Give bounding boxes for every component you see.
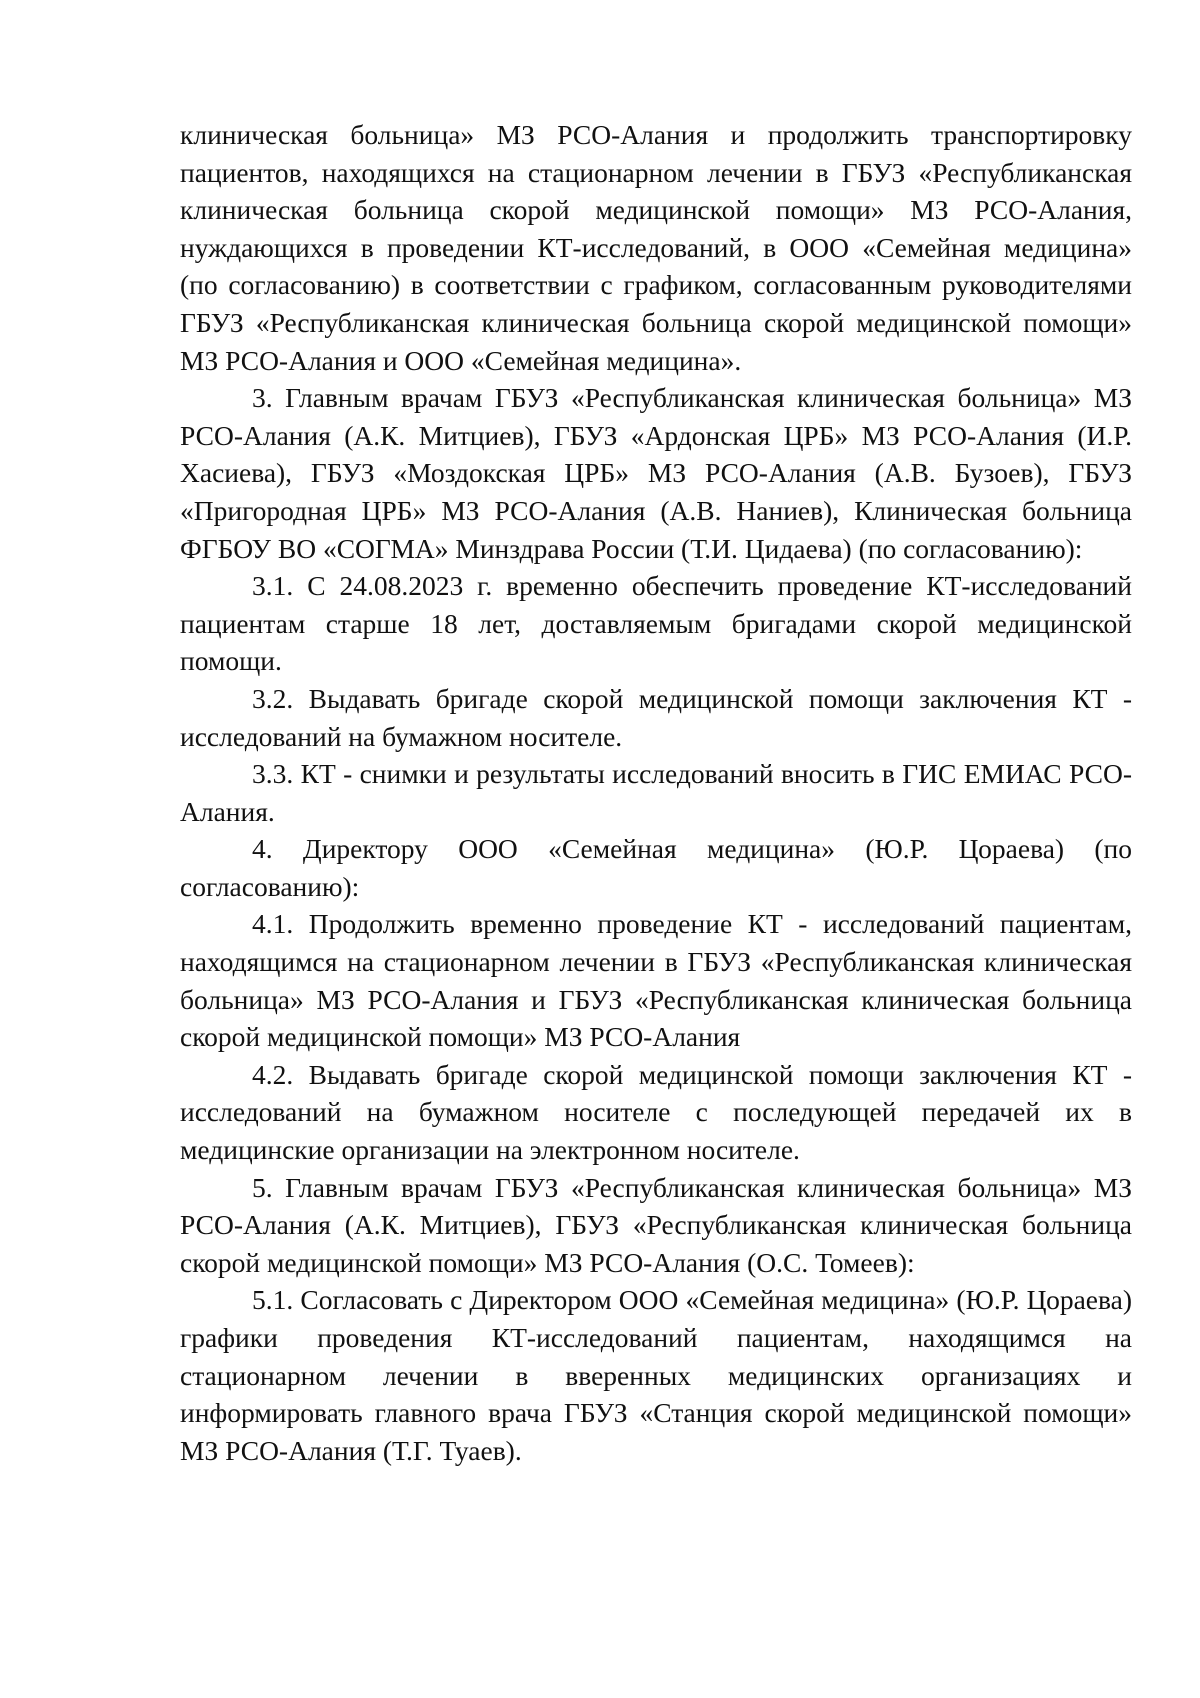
paragraph-item-3: 3. Главным врачам ГБУЗ «Республиканская клиническая больница» МЗ РСО-Алания (А.К. Митциев), ГБУЗ «Ардонская ЦРБ» МЗ РСО-Алания (И.Р. Хасиева), ГБУЗ «Моздокская ЦРБ» МЗ РСО-Алания (А.В. Бузоев), ГБУЗ «Пригородная ЦРБ» МЗ РСО-Алания (А.В. Наниев), Клиническая больница ФГБОУ ВО «СОГМА» Минздрава России (Т.И. Цидаева) (по согласованию): [180, 382, 1132, 564]
paragraph-item-4-1: 4.1. Продолжить временно проведение КТ - исследований пациентам, находящимся на стационарном лечении в ГБУЗ «Республиканская клиническая больница» МЗ РСО-Алания и ГБУЗ «Республиканская клиническая больница скорой медицинской помощи» МЗ РСО-Алания [180, 908, 1132, 1053]
document-body [180, 116, 1132, 1469]
paragraph-item-3-3: 3.3. КТ - снимки и результаты исследований вносить в ГИС ЕМИАС РСО-Алания. [180, 758, 1132, 827]
paragraph-item-5-1: 5.1. Согласовать с Директором ООО «Семейная медицина» (Ю.Р. Цораева) графики проведения КТ-исследований пациентам, находящимся на стационарном лечении в вверенных медицинских организациях и информировать главного врача ГБУЗ «Станция скорой медицинской помощи» МЗ РСО-Алания (Т.Г. Туаев). [180, 1284, 1132, 1466]
paragraph-continuation: клиническая больница» МЗ РСО-Алания и продолжить транспортировку пациентов, находящихся на стационарном лечении в ГБУЗ «Республиканская клиническая больница скорой медицинской помощи» МЗ РСО-Алания, нуждающихся в проведении КТ-исследований, в ООО «Семейная медицина» (по согласованию) в соответствии с графиком, согласованным руководителями ГБУЗ «Республиканская клиническая больница скорой медицинской помощи» МЗ РСО-Алания и ООО «Семейная медицина». [180, 119, 1132, 376]
paragraph-item-5: 5. Главным врачам ГБУЗ «Республиканская клиническая больница» МЗ РСО-Алания (А.К. Митциев), ГБУЗ «Республиканская клиническая больница скорой медицинской помощи» МЗ РСО-Алания (О.С. Томеев): [180, 1171, 1132, 1278]
paragraph-item-3-2: 3.2. Выдавать бригаде скорой медицинской помощи заключения КТ - исследований на бумажном носителе. [180, 682, 1132, 752]
paragraph-item-4-2: 4.2. Выдавать бригаде скорой медицинской помощи заключения КТ - исследований на бумажном носителе с последующей передачей их в медицинские организации на электронном носителе. [180, 1058, 1132, 1166]
paragraph-item-4: 4. Директору ООО «Семейная медицина» (Ю.Р. Цораева) (по согласованию): [180, 833, 1132, 902]
paragraph-item-3-1: 3.1. С 24.08.2023 г. временно обеспечить проведение КТ-исследований пациентам старше 18 лет, доставляемым бригадами скорой медицинской помощи. [180, 570, 1132, 677]
